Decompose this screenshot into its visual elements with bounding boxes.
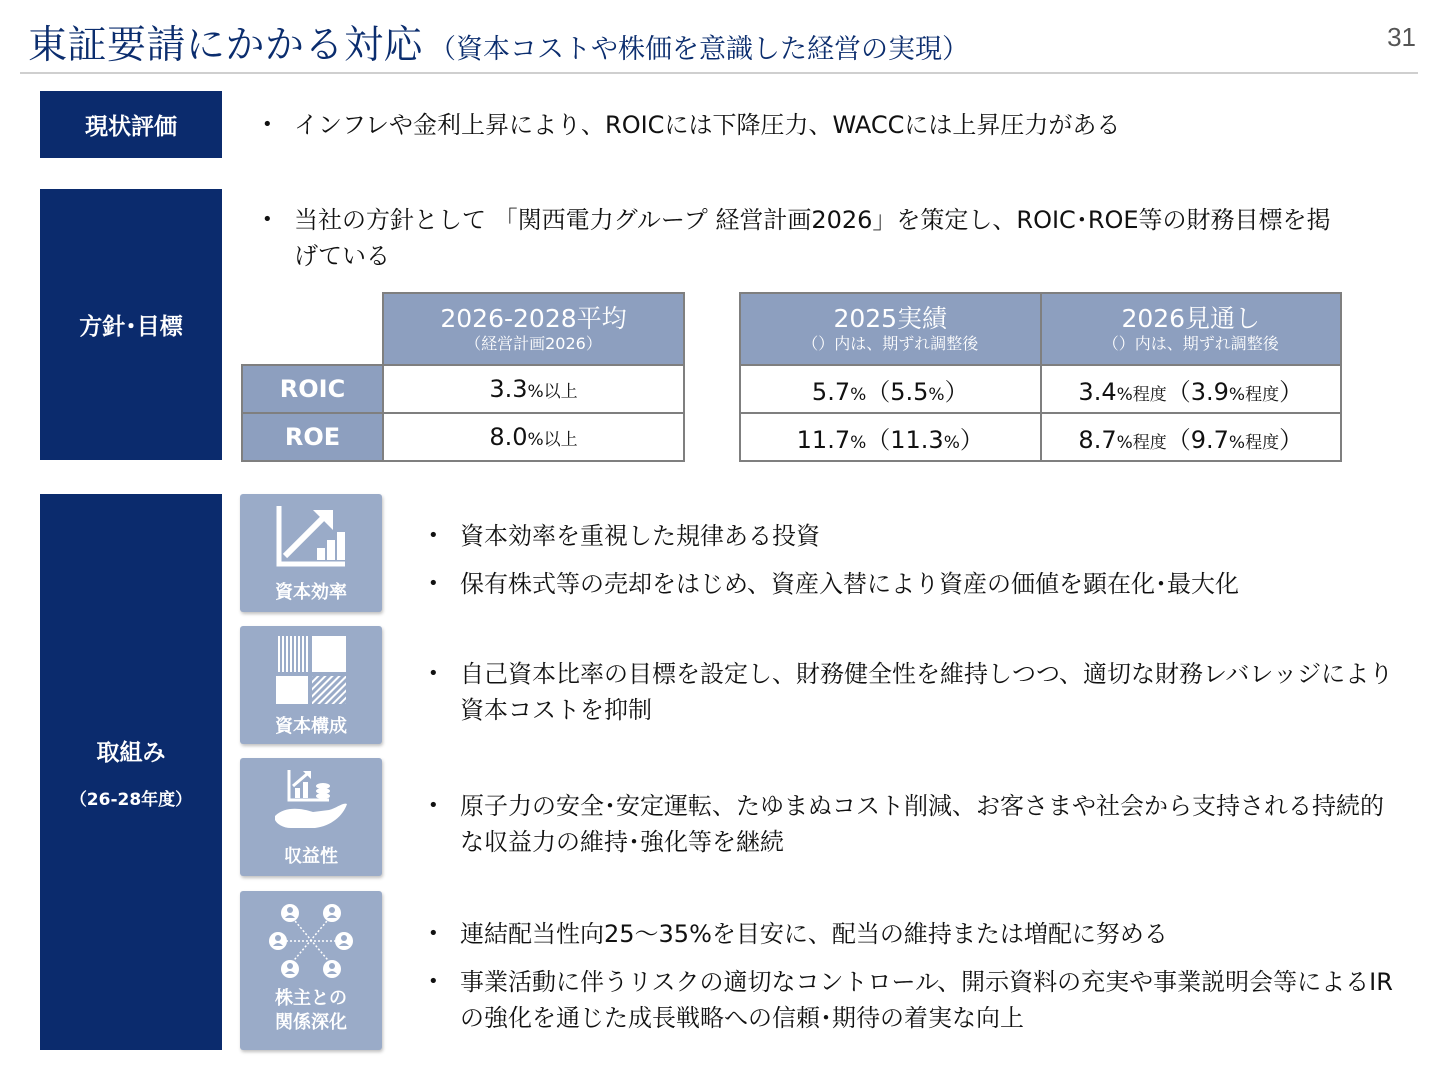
value: （9.7 — [1166, 425, 1229, 454]
paren: ） — [1279, 377, 1304, 406]
bullet-dot: • — [428, 923, 439, 944]
bullet-dot: • — [428, 573, 439, 594]
row-label-roic: ROIC — [242, 365, 383, 413]
result-roe-2026 — [1041, 413, 1342, 461]
icon-tile-label-line-2: 関係深化 — [275, 1012, 347, 1033]
target-roe-suffix: %以上 — [527, 430, 578, 450]
targets-header-sub: （経営計画2026） — [465, 334, 602, 353]
results-header-main: 2026見通し — [1121, 304, 1261, 333]
suffix: %程度 — [1116, 432, 1167, 453]
bullet-dot: • — [262, 209, 273, 230]
icon-tile-capital-structure — [240, 626, 382, 744]
icon-tile-profitability — [240, 758, 382, 876]
paren: ） — [944, 377, 969, 406]
initiative-bullet — [428, 656, 1398, 728]
results-table — [739, 292, 1342, 462]
targets-col-header — [383, 293, 684, 365]
initiative-bullet-text: 自己資本比率の目標を設定し、財務健全性を維持しつつ、適切な財務レバレッジにより資本コストを抑制 — [460, 660, 1394, 724]
table-row — [740, 365, 1341, 413]
initiative-bullet — [428, 566, 1408, 602]
icon-tile-shareholder — [240, 891, 382, 1050]
targets-table — [241, 292, 685, 462]
targets-header-main: 2026-2028平均 — [440, 304, 627, 333]
value: 3.4 — [1078, 377, 1117, 406]
icon-tile-label-line-1: 株主との — [275, 988, 347, 1009]
title-subtitle: （資本コストや株価を意識した経営の実現） — [429, 34, 970, 65]
shareholder-network-icon — [266, 901, 356, 981]
initiative-bullet — [428, 518, 1408, 554]
policy-bullet — [262, 202, 1352, 274]
suffix: %程度 — [1228, 432, 1280, 453]
status-bullet — [262, 107, 1412, 143]
result-roic-2026 — [1041, 365, 1342, 413]
icon-tile-capital-efficiency — [240, 494, 382, 612]
page-number: 31 — [1387, 22, 1416, 52]
initiative-bullet — [428, 964, 1408, 1036]
suffix: % — [850, 384, 867, 405]
initiatives-label: 取組み — [96, 740, 166, 766]
value: （5.5 — [866, 377, 929, 406]
initiatives-sublabel: （26-28年度） — [69, 790, 193, 810]
initiative-bullet-text: 原子力の安全･安定運転、たゆまぬコスト削減、お客さまや社会から支持される持続的な収益力の維持･強化等を継続 — [460, 792, 1384, 856]
bullet-dot: • — [428, 525, 439, 546]
table-row — [242, 365, 684, 413]
paren: ） — [1279, 425, 1304, 454]
icon-tile-label: 収益性 — [284, 846, 338, 867]
result-roic-2025 — [740, 365, 1041, 413]
bullet-dot: • — [262, 114, 273, 135]
initiative-bullet-text: 事業活動に伴うリスクの適切なコントロール、開示資料の充実や事業説明会等によるIRの強化を通じた成長戦略への信頼･期待の着実な向上 — [460, 968, 1393, 1032]
target-roic-value: 3.3 — [489, 375, 528, 403]
target-roe-value: 8.0 — [489, 423, 528, 451]
results-header-sub: （）内は、期ずれ調整後 — [1102, 334, 1279, 353]
target-roe — [383, 413, 684, 461]
profit-hand-icon — [271, 766, 351, 836]
results-header-sub: （）内は、期ずれ調整後 — [802, 334, 979, 353]
bullet-dot: • — [428, 663, 439, 684]
section-label-policy — [40, 189, 222, 460]
status-label: 現状評価 — [85, 114, 177, 140]
initiative-bullet-text: 資本効率を重視した規律ある投資 — [460, 522, 820, 550]
icon-tile-label: 資本構成 — [275, 716, 347, 737]
status-bullet-text: インフレや金利上昇により、ROICには下降圧力、WACCには上昇圧力がある — [294, 111, 1121, 139]
bullet-dot: • — [428, 971, 439, 992]
suffix: % — [943, 432, 960, 453]
capital-structure-icon — [274, 634, 348, 706]
section-label-status — [40, 91, 222, 158]
paren: ） — [959, 425, 984, 454]
results-header-main: 2025実績 — [833, 304, 948, 333]
results-col-header-2026 — [1041, 293, 1342, 365]
value: 8.7 — [1078, 425, 1117, 454]
section-label-initiatives — [40, 494, 222, 1050]
policy-bullet-text: 当社の方針として 「関西電力グループ 経営計画2026」を策定し、ROIC･ROE等の財務目標を掲げている — [294, 206, 1331, 270]
icon-tile-label: 資本効率 — [275, 582, 347, 603]
growth-chart-icon — [273, 502, 349, 570]
value: （11.3 — [866, 425, 944, 454]
initiative-bullet — [428, 788, 1398, 860]
bullet-dot: • — [428, 795, 439, 816]
initiative-bullet — [428, 916, 1408, 952]
suffix: %程度 — [1228, 384, 1280, 405]
row-label-roe: ROE — [242, 413, 383, 461]
initiative-bullet-text: 保有株式等の売却をはじめ、資産入替により資産の価値を顕在化･最大化 — [460, 570, 1240, 598]
policy-label: 方針･目標 — [79, 314, 183, 340]
result-roe-2025 — [740, 413, 1041, 461]
table-row — [242, 413, 684, 461]
suffix: % — [928, 384, 945, 405]
initiative-bullet-text: 連結配当性向25～35%を目安に、配当の維持または増配に努める — [460, 920, 1168, 948]
suffix: % — [850, 432, 867, 453]
value: 5.7 — [811, 377, 851, 406]
results-col-header-2025 — [740, 293, 1041, 365]
title-main: 東証要請にかかる対応 — [28, 23, 424, 68]
suffix: %程度 — [1116, 384, 1167, 405]
value: 11.7 — [796, 425, 851, 454]
table-row — [740, 413, 1341, 461]
value: （3.9 — [1166, 377, 1229, 406]
target-roic-suffix: %以上 — [527, 382, 578, 402]
table-corner — [242, 293, 383, 365]
target-roic — [383, 365, 684, 413]
page-title — [28, 14, 969, 70]
title-divider — [20, 72, 1418, 74]
